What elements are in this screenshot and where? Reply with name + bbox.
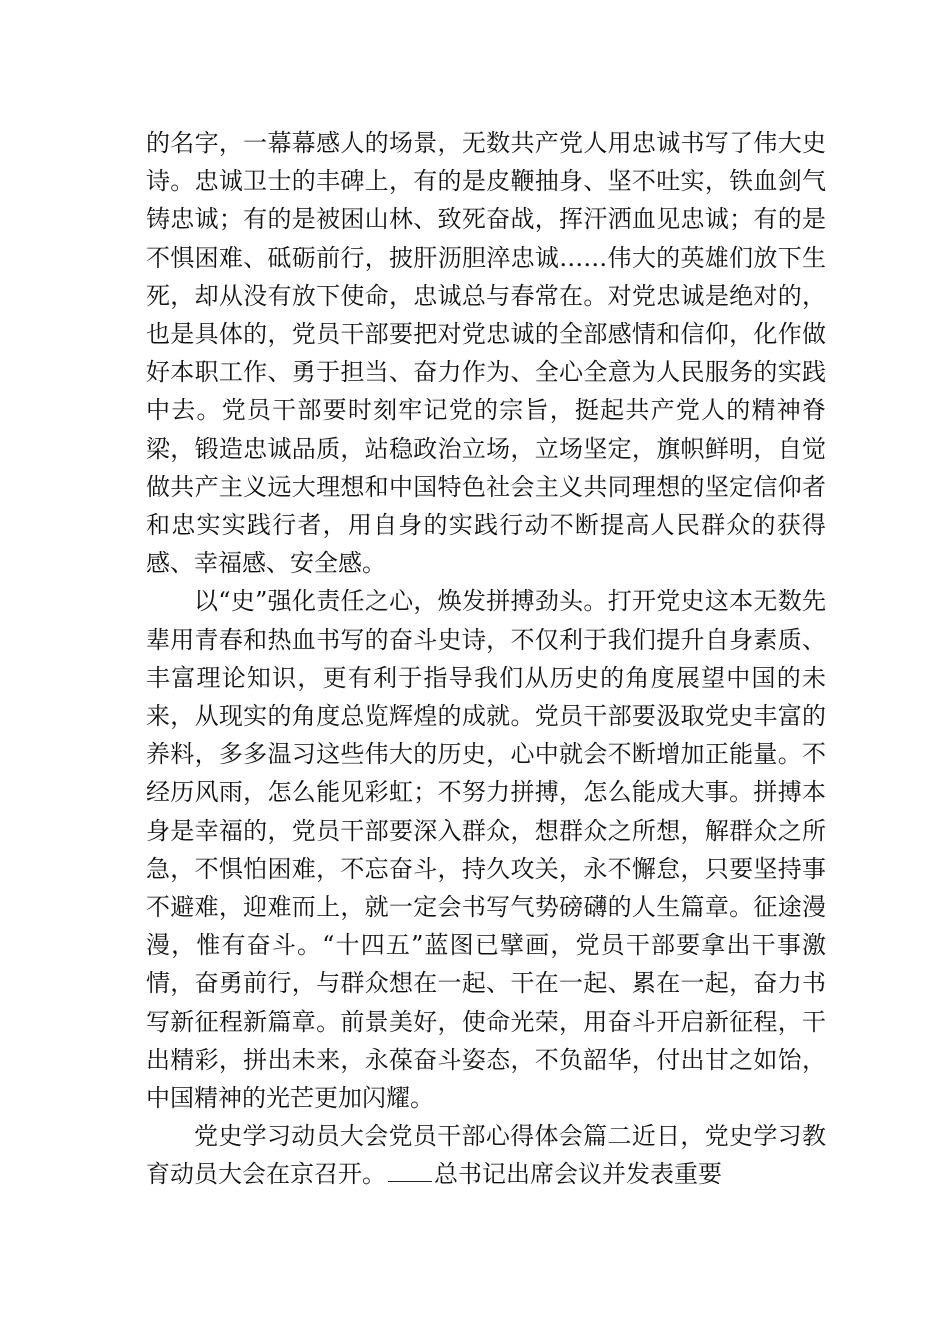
document-body [146,124,826,1194]
paragraph-loyalty: 的名字，一幕幕感人的场景，无数共产党人用忠诚书写了伟大史诗。忠诚卫士的丰碑上，有的是皮鞭抽身、坚不吐实，铁血剑气铸忠诚；有的是被困山林、致死奋战，挥汗洒血见忠诚；有的是不惧困难、砥砺前行，披肝沥胆淬忠诚……伟大的英雄们放下生死，却从没有放下使命，忠诚总与春常在。对党忠诚是绝对的，也是具体的，党员干部要把对党忠诚的全部感情和信仰，化作做好本职工作、勇于担当、奋力作为、全心全意为人民服务的实践中去。党员干部要时刻牢记党的宗旨，挺起共产党人的精神脊梁，锻造忠诚品质，站稳政治立场，立场坚定，旗帜鲜明，自觉做共产主义远大理想和中国特色社会主义共同理想的坚定信仰者和忠实实践行者，用自身的实践行动不断提高人民群众的获得感、幸福感、安全感。 [146,129,826,578]
paragraph-part-two-tail: 总书记出席会议并发表重要 [434,1160,722,1189]
paragraph-part-two [146,1117,826,1193]
paragraph-part-two-lead: 党史学习动员大会党员干部心得体会篇二近日，党史学习教育动员大会在京召开。 [146,1122,826,1189]
paragraph-responsibility: 以“史”强化责任之心，焕发拼搏劲头。打开党史这本无数先辈用青春和热血书写的奋斗史诗，不仅利于我们提升自身素质、丰富理论知识，更有利于指导我们从历史的角度展望中国的未来，从现实的角度总览辉煌的成就。党员干部要汲取党史丰富的养料，多多温习这些伟大的历史，心中就会不断增加正能量。不经历风雨，怎么能见彩虹；不努力拼搏，怎么能成大事。拼搏本身是幸福的，党员干部要深入群众，想群众之所想，解群众之所急，不惧怕困难，不忘奋斗，持久攻关，永不懈怠，只要坚持事不避难，迎难而上，就一定会书写气势磅礴的人生篇章。征途漫漫，惟有奋斗。“十四五”蓝图已擘画，党员干部要拿出干事激情，奋勇前行，与群众想在一起、干在一起、累在一起，奋力书写新征程新篇章。前景美好，使命光荣，用奋斗开启新征程，干出精彩，拼出未来，永葆奋斗姿态，不负韶华，付出甘之如饴，中国精神的光芒更加闪耀。 [146,587,826,1113]
redacted-blank [388,1160,432,1183]
